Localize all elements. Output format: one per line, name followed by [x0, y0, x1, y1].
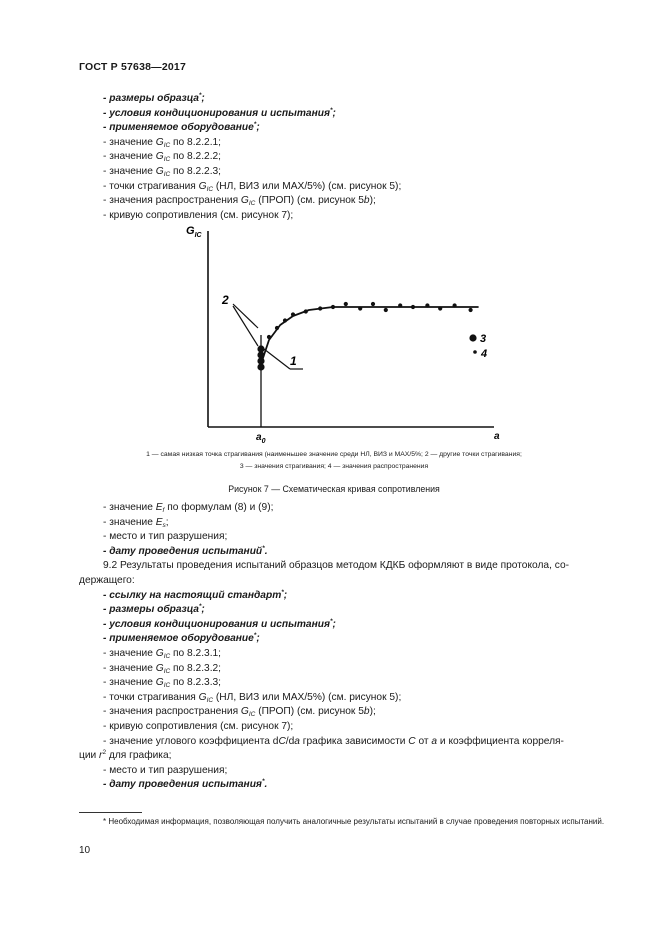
list-item: - значение $G_{IC}$ по 8.2.3.3;	[103, 677, 222, 690]
data-point-s2-p11	[398, 303, 402, 307]
report-contents-list-1	[79, 92, 619, 223]
list-item: - ссылку на настоящий стандарт*;	[103, 588, 288, 601]
data-point-s2-p0	[267, 335, 271, 339]
paragraph-9-2: 9.2 Результаты проведения испытаний образцов методом КДКБ оформляют в виде протокола, со-	[103, 560, 570, 572]
data-point-s2-p3	[291, 312, 295, 316]
list-item: - условия кондиционирования и испытания*;	[103, 617, 336, 630]
label-4: 4	[481, 348, 488, 360]
label-3: 3	[480, 333, 487, 345]
footnote: * Необходимая информация, позволяющая получить аналогичные результаты испытаний в случае проведения повторных испытаний.	[103, 817, 605, 826]
label-2: 2	[222, 293, 229, 307]
list-item: - значение $G_{IC}$ по 8.2.2.3;	[103, 165, 222, 178]
list-item: - значение $E_s$;	[103, 516, 169, 529]
list-item: - значение $G_{IC}$ по 8.2.2.1;	[103, 136, 222, 149]
data-point-s2-p14	[438, 306, 442, 310]
figure-legend	[79, 449, 589, 472]
list-item: - место и тип разрушения;	[103, 764, 228, 776]
label-1: 1	[290, 354, 297, 368]
data-point-s2-p1	[275, 326, 279, 330]
data-point-s2-p4	[304, 309, 308, 313]
list-item: - значение $G_{IC}$ по 8.2.3.1;	[103, 647, 222, 660]
legend-line-1: 1 — самая низкая точка страгивания (наименьшее значение среди НЛ, ВИЗ и MAX/5%; 2 — другие точки страгивания;	[146, 451, 522, 458]
footnote-divider	[79, 812, 142, 813]
pointer-2a	[233, 304, 258, 328]
list-item: - значение $E_f$ по формулам (8) и (9);	[103, 502, 274, 514]
list-item: - условия кондиционирования и испытания*;	[103, 106, 336, 119]
list-item: - дату проведения испытания*.	[103, 778, 268, 791]
list-item: - применяемое оборудование*;	[103, 121, 260, 134]
list-item: - значения распространения $G_{IC}$ (ПРОП) (см. рисунок 5b);	[103, 706, 376, 719]
list-item: - значение $G_{IC}$ по 8.2.3.2;	[103, 662, 222, 675]
paragraph-9-2-cont: держащего:	[79, 574, 135, 586]
list-item-cont: ции $r^2$ для графика;	[79, 749, 172, 762]
data-point-s2-p7	[344, 302, 348, 306]
pointer-1	[264, 349, 290, 369]
data-point-s2-p13	[425, 303, 429, 307]
data-point-s2-p6	[331, 305, 335, 309]
list-item: - размеры образца*;	[103, 603, 205, 616]
list-item: - значение углового коэффициента dC/da графика зависимости C от a и коэффициента корреля-	[103, 735, 564, 747]
y-axis-label: $G_{IC}$	[186, 225, 202, 239]
data-point-s2-p8	[358, 306, 362, 310]
data-point-s2-p9	[371, 302, 375, 306]
legend-marker-3	[469, 334, 476, 341]
data-point-s2-p10	[384, 308, 388, 312]
report-contents-list-2	[79, 501, 619, 793]
data-point-s1-p2	[257, 357, 264, 364]
list-item: - место и тип разрушения;	[103, 531, 228, 543]
page-number: 10	[79, 845, 91, 856]
data-point-s2-p5	[318, 306, 322, 310]
x-axis-label: a	[494, 431, 500, 442]
resistance-curve-figure	[150, 215, 510, 445]
a0-label: $a_0$	[256, 432, 266, 445]
list-item: - кривую сопротивления (см. рисунок 7);	[103, 209, 294, 221]
data-point-s2-p15	[453, 303, 457, 307]
legend-marker-4	[473, 350, 477, 354]
list-item: - значение $G_{IC}$ по 8.2.2.2;	[103, 151, 222, 164]
standard-header: ГОСТ Р 57638—2017	[79, 61, 187, 73]
list-item: - размеры образца*;	[103, 92, 205, 104]
list-item: - кривую сопротивления (см. рисунок 7);	[103, 720, 294, 732]
list-item: - точки страгивания $G_{IC}$ (НЛ, ВИЗ или MAX/5%) (см. рисунок 5);	[103, 691, 402, 704]
list-item: - точки страгивания $G_{IC}$ (НЛ, ВИЗ или MAX/5%) (см. рисунок 5);	[103, 180, 402, 193]
data-point-s2-p2	[283, 318, 287, 322]
list-item: - значения распространения $G_{IC}$ (ПРОП) (см. рисунок 5b);	[103, 195, 376, 208]
legend-line-2: 3 — значения страгивания; 4 — значения распространения	[239, 462, 429, 470]
data-point-s2-p16	[469, 308, 473, 312]
data-point-s2-p12	[411, 305, 415, 309]
figure-caption: Рисунок 7 — Схематическая кривая сопротивления	[228, 484, 440, 494]
list-item: - дату проведения испытаний*.	[103, 544, 268, 557]
pointer-2b	[233, 306, 258, 346]
list-item: - применяемое оборудование*;	[103, 632, 260, 645]
